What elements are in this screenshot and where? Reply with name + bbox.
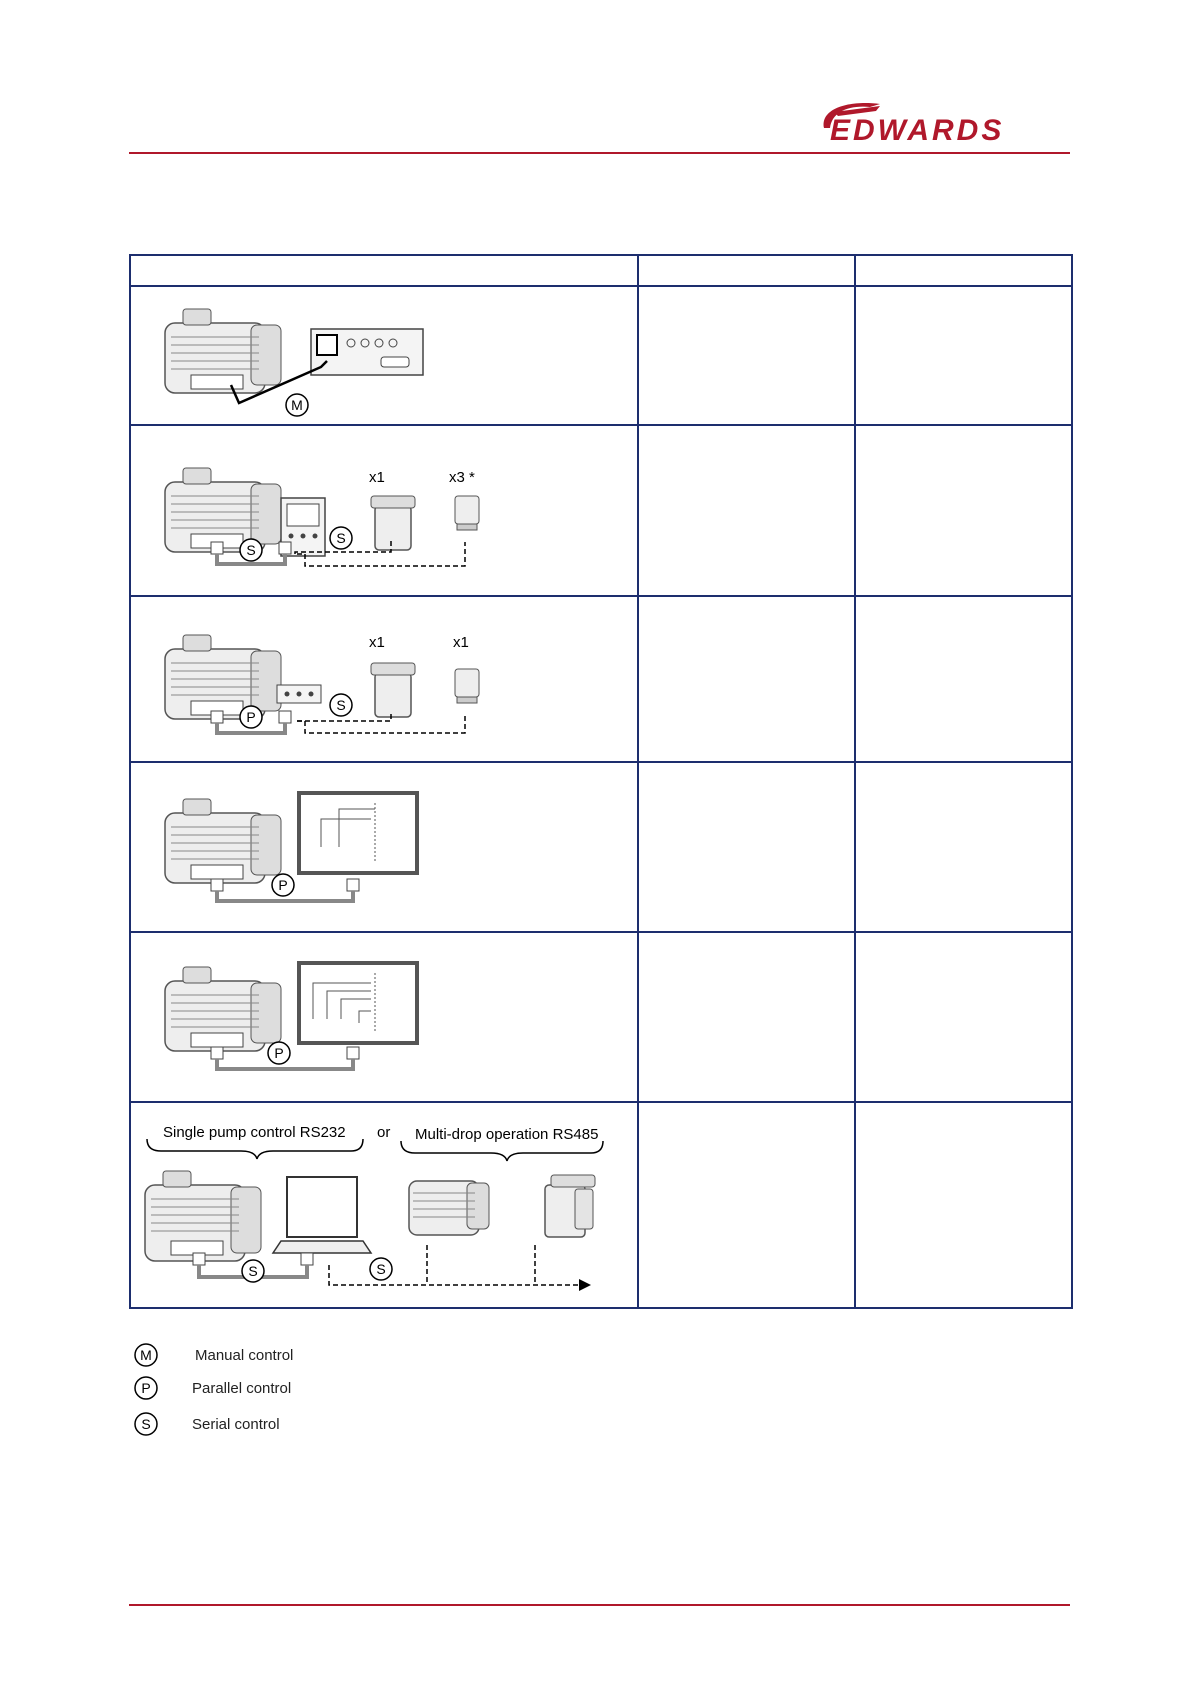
serial-symbol-icon [370, 1258, 392, 1280]
empty-cell [638, 1102, 855, 1308]
svg-text:EDWARDS: EDWARDS [830, 114, 1005, 146]
serial-symbol-icon [330, 527, 352, 549]
empty-cell [638, 286, 855, 425]
legend-label: Parallel control [192, 1379, 292, 1397]
empty-cell [638, 932, 855, 1102]
quantity-label: x1 [369, 634, 385, 651]
legend-label: Serial control [192, 1415, 280, 1433]
symbol-label: S [246, 542, 256, 558]
serial-symbol-icon [133, 1411, 159, 1437]
symbol-label: M [291, 397, 303, 413]
quantity-label: x1 [369, 469, 385, 486]
turbo-pump-icon [371, 663, 415, 717]
symbol-label: P [274, 1045, 284, 1061]
empty-cell [855, 932, 1072, 1102]
header-cell-1 [130, 255, 638, 286]
legend-item-serial [133, 1411, 280, 1437]
parallel-wiring-diagram [131, 763, 637, 931]
pump-icon [409, 1181, 489, 1235]
table-row [130, 425, 1072, 596]
pump-icon [165, 967, 281, 1051]
edwards-logo [810, 98, 1072, 146]
empty-cell [855, 286, 1072, 425]
diagram-cell [130, 1102, 638, 1308]
wiring-schematic-icon [299, 963, 417, 1043]
manual-control-diagram [131, 287, 637, 424]
dashed-link-line [329, 1265, 579, 1285]
arrow-head-icon [579, 1279, 591, 1291]
empty-cell [638, 762, 855, 932]
table-row [130, 286, 1072, 425]
symbol-label: S [336, 530, 346, 546]
serial-symbol-icon [330, 694, 352, 716]
empty-cell [855, 762, 1072, 932]
diagram-cell [130, 762, 638, 932]
symbol-label: M [140, 1347, 152, 1363]
parallel-symbol-icon [268, 1042, 290, 1064]
symbol-label: P [246, 709, 256, 725]
turbo-pump-icon [545, 1175, 595, 1237]
controller-panel-icon [311, 329, 423, 375]
manual-symbol-icon [133, 1342, 159, 1368]
pump-icon [165, 468, 281, 552]
parallel-wiring-diagram [131, 933, 637, 1101]
header-cell-3 [855, 255, 1072, 286]
table-row [130, 1102, 1072, 1308]
footer-rule [129, 1604, 1070, 1606]
header-cell-2 [638, 255, 855, 286]
quantity-label: x1 [453, 634, 469, 651]
empty-cell [855, 596, 1072, 762]
empty-cell [855, 425, 1072, 596]
turbo-pump-icon [371, 496, 415, 550]
table-row [130, 762, 1072, 932]
legend-item-parallel [133, 1375, 291, 1401]
empty-cell [638, 596, 855, 762]
multi-drop-label: Multi-drop operation RS485 [415, 1126, 599, 1143]
parallel-symbol-icon [272, 874, 294, 896]
symbol-label: P [141, 1380, 151, 1396]
parallel-module-diagram [131, 597, 637, 761]
interface-module-icon [277, 685, 321, 703]
diagram-cell [130, 596, 638, 762]
legend-item-manual [133, 1342, 293, 1368]
symbol-label: S [336, 697, 346, 713]
manual-symbol-icon [286, 394, 308, 416]
single-pump-label: Single pump control RS232 [163, 1124, 346, 1141]
gauge-icon [455, 669, 479, 703]
brace-line [147, 1139, 363, 1159]
table-header-row [130, 255, 1072, 286]
header-rule [129, 152, 1070, 154]
diagram-cell [130, 932, 638, 1102]
pump-icon [165, 635, 281, 719]
table-row [130, 932, 1072, 1102]
pump-icon [145, 1171, 261, 1261]
or-label: or [377, 1124, 391, 1141]
empty-cell [855, 1102, 1072, 1308]
symbol-label: S [376, 1261, 386, 1277]
wiring-schematic-icon [299, 793, 417, 873]
pump-icon [165, 309, 281, 393]
rs232-rs485-diagram [131, 1103, 637, 1307]
serial-controller-diagram [131, 426, 637, 595]
serial-symbol-icon [242, 1260, 264, 1282]
pump-icon [165, 799, 281, 883]
diagram-cell [130, 286, 638, 425]
parallel-symbol-icon [133, 1375, 159, 1401]
quantity-label: x3 * [449, 469, 475, 486]
brace-line [401, 1141, 603, 1161]
symbol-label: S [141, 1416, 151, 1432]
empty-cell [638, 425, 855, 596]
diagram-cell [130, 425, 638, 596]
control-options-table [129, 254, 1073, 1309]
symbol-label: P [278, 877, 288, 893]
legend-label: Manual control [195, 1346, 294, 1364]
table-row [130, 596, 1072, 762]
serial-symbol-icon [240, 539, 262, 561]
parallel-symbol-icon [240, 706, 262, 728]
symbol-label: S [248, 1263, 258, 1279]
gauge-icon [455, 496, 479, 530]
laptop-icon [273, 1177, 371, 1253]
